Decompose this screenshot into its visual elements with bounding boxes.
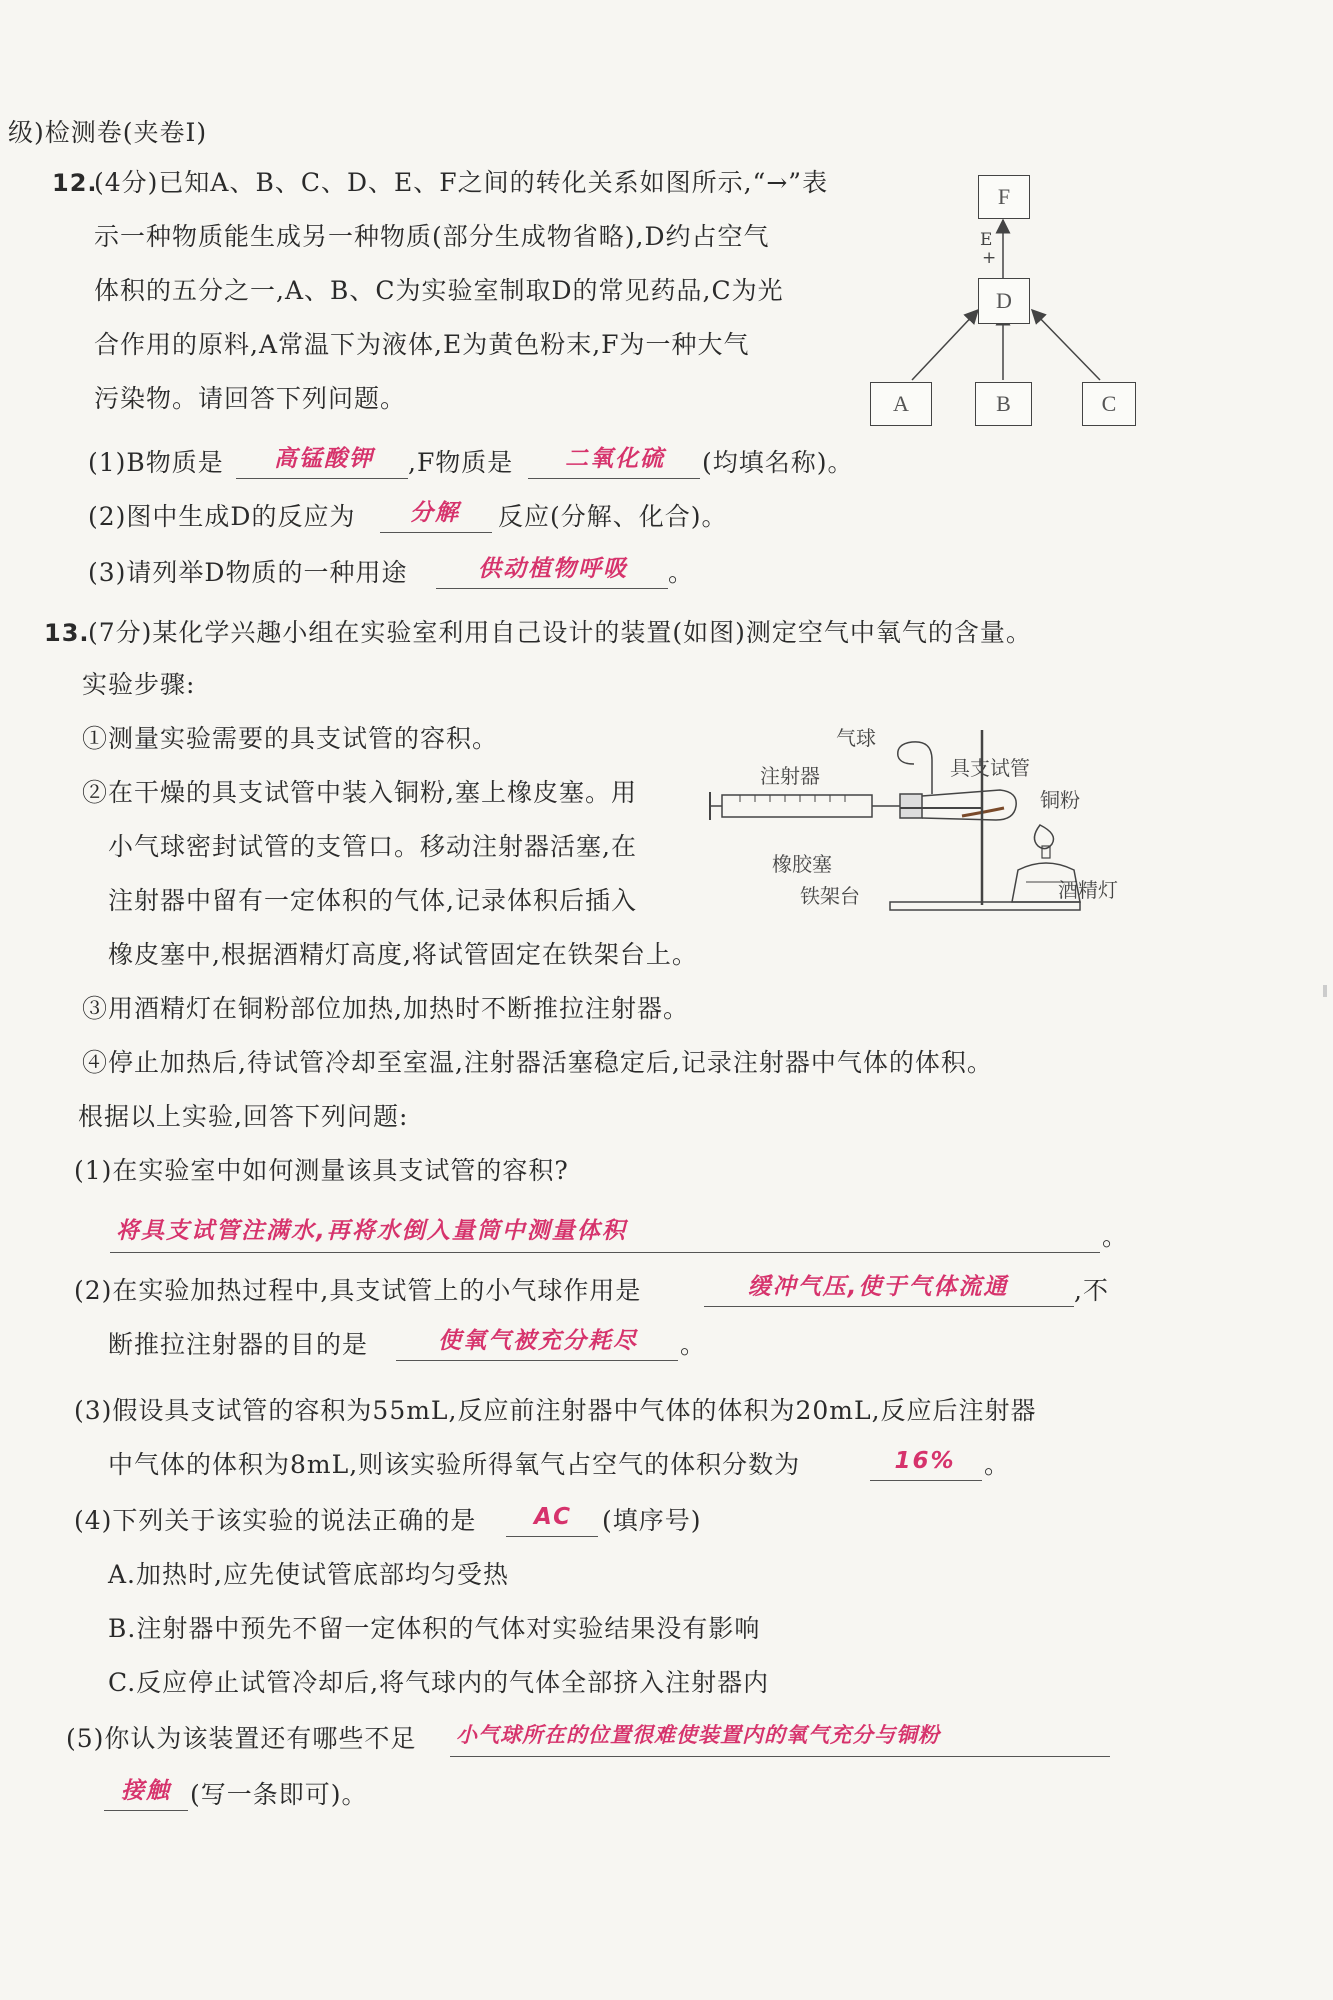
q12-p2-prefix: (2)图中生成D的反应为 bbox=[88, 502, 356, 531]
q12-line-2: 示一种物质能生成另一种物质(部分生成物省略),D约占空气 bbox=[94, 222, 770, 251]
label-plus: + bbox=[982, 248, 997, 268]
q13-p2-answer-1: 缓冲气压,使于气体流通 bbox=[747, 1274, 1009, 1300]
node-f: F bbox=[978, 175, 1030, 219]
q13-step-1: ①测量实验需要的具支试管的容积。 bbox=[82, 724, 499, 753]
q13-p1-blank bbox=[110, 1252, 1100, 1253]
q13-number: 13. bbox=[44, 619, 90, 647]
q13-p2-middle: ,不 bbox=[1074, 1276, 1109, 1305]
q13-p2-blank-1 bbox=[704, 1306, 1074, 1307]
apparatus-label-lamp: 酒精灯 bbox=[1058, 878, 1118, 902]
q13-p2-prefix: (2)在实验加热过程中,具支试管上的小气球作用是 bbox=[74, 1276, 642, 1305]
q13-p1-answer: 将具支试管注满水,再将水倒入量筒中测量体积 bbox=[116, 1218, 627, 1244]
q12-p3-answer: 供动植物呼吸 bbox=[478, 556, 628, 582]
apparatus-label-balloon: 气球 bbox=[836, 726, 876, 750]
q12-p3-suffix: 。 bbox=[668, 558, 695, 587]
q12-p1-prefix: (1)B物质是 bbox=[88, 448, 224, 477]
q13-step-3: ③用酒精灯在铜粉部位加热,加热时不断推拉注射器。 bbox=[82, 994, 689, 1023]
q13-p3-line-1: (3)假设具支试管的容积为55mL,反应前注射器中气体的体积为20mL,反应后注射器 bbox=[74, 1396, 1037, 1425]
q13-p2-prefix-2: 断推拉注射器的目的是 bbox=[108, 1330, 369, 1359]
apparatus-label-tube: 具支试管 bbox=[950, 756, 1030, 780]
q13-p5-answer-1: 小气球所在的位置很难使装置内的氧气充分与铜粉 bbox=[456, 1723, 940, 1747]
q13-step-2-line-1: ②在干燥的具支试管中装入铜粉,塞上橡皮塞。用 bbox=[82, 778, 637, 807]
q12-p1-suffix: (均填名称)。 bbox=[702, 448, 854, 477]
q13-p3-prefix: 中气体的体积为8mL,则该实验所得氧气占空气的体积分数为 bbox=[108, 1450, 801, 1479]
q12-line-4: 合作用的原料,A常温下为液体,E为黄色粉末,F为一种大气 bbox=[94, 330, 750, 359]
q13-intro: (7分)某化学兴趣小组在实验室利用自己设计的装置(如图)测定空气中氧气的含量。 bbox=[88, 618, 1032, 647]
page-header: 级)检测卷(夹卷Ⅰ) bbox=[8, 118, 208, 147]
q12-p1-middle: ,F物质是 bbox=[408, 448, 514, 477]
q12-line-3: 体积的五分之一,A、B、C为实验室制取D的常见药品,C为光 bbox=[94, 276, 784, 305]
q13-p4-suffix: (填序号) bbox=[602, 1506, 702, 1535]
apparatus-label-stopper: 橡胶塞 bbox=[772, 852, 832, 876]
apparatus-label-copper: 铜粉 bbox=[1040, 788, 1080, 812]
apparatus-label-stand: 铁架台 bbox=[800, 884, 860, 908]
q13-p5-prefix: (5)你认为该装置还有哪些不足 bbox=[66, 1724, 417, 1753]
q13-p4-option-a: A.加热时,应先使试管底部均匀受热 bbox=[108, 1560, 509, 1589]
q13-step-4: ④停止加热后,待试管冷却至室温,注射器活塞稳定后,记录注射器中气体的体积。 bbox=[82, 1048, 993, 1077]
q12-p3-prefix: (3)请列举D物质的一种用途 bbox=[88, 558, 408, 587]
q13-p3-blank bbox=[870, 1480, 982, 1481]
q13-p3-answer: 16% bbox=[894, 1448, 956, 1474]
q13-p4-option-b: B.注射器中预先不留一定体积的气体对实验结果没有影响 bbox=[108, 1614, 761, 1643]
node-a: A bbox=[870, 382, 932, 426]
q13-p4-answer: AC bbox=[534, 1504, 572, 1530]
q12-p1-answer-2: 二氧化硫 bbox=[565, 446, 665, 472]
q12-p2-suffix: 反应(分解、化合)。 bbox=[498, 502, 728, 531]
q13-p2-suffix-2: 。 bbox=[680, 1330, 707, 1359]
q13-p2-blank-2 bbox=[396, 1360, 678, 1361]
q13-step-2-line-3: 注射器中留有一定体积的气体,记录体积后插入 bbox=[108, 886, 637, 915]
q12-p1-blank-1 bbox=[236, 478, 408, 479]
node-c: C bbox=[1082, 382, 1136, 426]
q13-p5-answer-2: 接触 bbox=[121, 1778, 171, 1804]
q13-p4-option-c: C.反应停止试管冷却后,将气球内的气体全部挤入注射器内 bbox=[108, 1668, 770, 1697]
q12-p2-answer: 分解 bbox=[410, 500, 460, 526]
q12-p3-blank bbox=[436, 588, 668, 589]
q13-step-2-line-2: 小气球密封试管的支管口。移动注射器活塞,在 bbox=[108, 832, 637, 861]
node-d: D bbox=[978, 278, 1030, 324]
q13-p5-blank-2 bbox=[104, 1810, 188, 1811]
q13-steps-title: 实验步骤: bbox=[82, 670, 196, 699]
q13-step-2-line-4: 橡皮塞中,根据酒精灯高度,将试管固定在铁架台上。 bbox=[108, 940, 698, 969]
scan-edge-mark bbox=[1323, 985, 1327, 997]
q13-p5-blank-1 bbox=[450, 1756, 1110, 1757]
apparatus-label-syringe: 注射器 bbox=[760, 764, 820, 788]
label-e: E bbox=[980, 230, 993, 250]
node-b: B bbox=[975, 382, 1032, 426]
q12-line-1: (4分)已知A、B、C、D、E、F之间的转化关系如图所示,“→”表 bbox=[94, 168, 829, 197]
q13-answer-intro: 根据以上实验,回答下列问题: bbox=[78, 1102, 409, 1131]
q12-p1-answer-1: 高锰酸钾 bbox=[274, 446, 374, 472]
q13-p4-prefix: (4)下列关于该实验的说法正确的是 bbox=[74, 1506, 477, 1535]
q13-p1-question: (1)在实验室中如何测量该具支试管的容积? bbox=[74, 1156, 569, 1185]
q13-p5-suffix: (写一条即可)。 bbox=[190, 1780, 368, 1809]
q12-number: 12. bbox=[52, 169, 98, 197]
q13-p2-answer-2: 使氧气被充分耗尽 bbox=[438, 1328, 638, 1354]
q12-line-5: 污染物。请回答下列问题。 bbox=[94, 384, 407, 413]
q13-p1-suffix: 。 bbox=[1102, 1222, 1129, 1251]
q12-p1-blank-2 bbox=[528, 478, 700, 479]
q13-p4-blank bbox=[506, 1536, 598, 1537]
q12-p2-blank bbox=[380, 532, 492, 533]
q13-p3-suffix: 。 bbox=[984, 1450, 1011, 1479]
